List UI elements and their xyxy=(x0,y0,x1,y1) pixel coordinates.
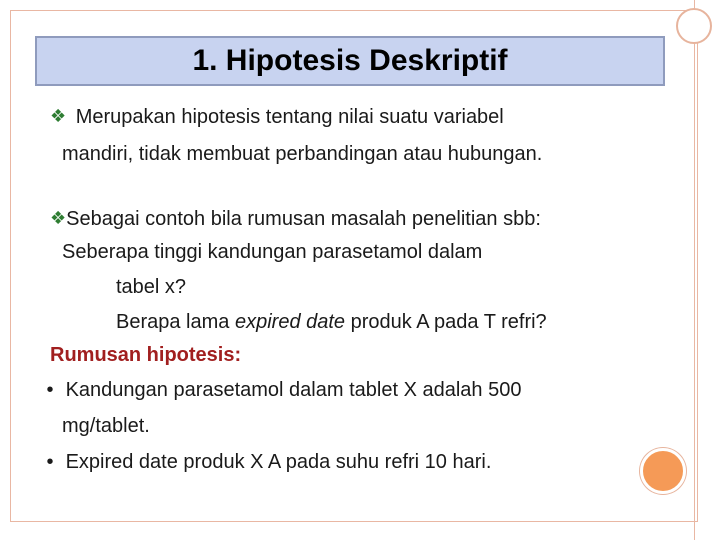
diamond-bullet-icon: ❖ xyxy=(50,106,67,126)
diamond-bullet-icon: ❖ xyxy=(50,208,67,228)
paragraph2-text2: Seberapa tinggi kandungan parasetamol dalam xyxy=(62,241,483,263)
paragraph1-text1: Merupakan hipotesis tentang nilai suatu variabel xyxy=(75,106,504,128)
hypothesis-item1-text2: mg/tablet. xyxy=(62,415,150,437)
bullet-icon: • xyxy=(46,379,54,401)
decorative-vertical-line xyxy=(694,0,695,540)
slide-title: 1. Hipotesis Deskriptif xyxy=(192,44,508,77)
paragraph1-line1 xyxy=(50,104,504,129)
paragraph2-line4 xyxy=(116,310,547,334)
paragraph1-line2 xyxy=(62,142,542,166)
paragraph2-text4-pre: Berapa lama xyxy=(116,311,235,333)
hypothesis-heading: Rumusan hipotesis: xyxy=(50,344,242,366)
paragraph2-line2 xyxy=(62,240,482,264)
title-box xyxy=(35,36,665,86)
decorative-circle-outline xyxy=(676,8,712,44)
decorative-orange-circle xyxy=(640,448,686,494)
hypothesis-item2-text: Expired date produk X A pada suhu refri 10 hari. xyxy=(65,451,492,473)
slide-frame xyxy=(10,10,698,522)
paragraph2-text3: tabel x? xyxy=(116,276,187,298)
paragraph2-text1: Sebagai contoh bila rumusan masalah penelitian sbb: xyxy=(66,208,541,230)
paragraph2-text4-post: produk A pada T refri? xyxy=(345,311,547,333)
hypothesis-item1-line2 xyxy=(62,414,150,438)
paragraph2-line3 xyxy=(116,275,186,299)
bullet-icon: • xyxy=(46,451,54,473)
paragraph2-text4-italic: expired date xyxy=(234,311,346,333)
hypothesis-item1-text1: Kandungan parasetamol dalam tablet X adalah 500 xyxy=(65,379,522,401)
paragraph2-line1 xyxy=(50,206,541,231)
paragraph1-text2: mandiri, tidak membuat perbandingan atau hubungan. xyxy=(62,143,543,165)
hypothesis-item2 xyxy=(40,450,491,474)
hypothesis-item1-line1 xyxy=(40,378,521,402)
